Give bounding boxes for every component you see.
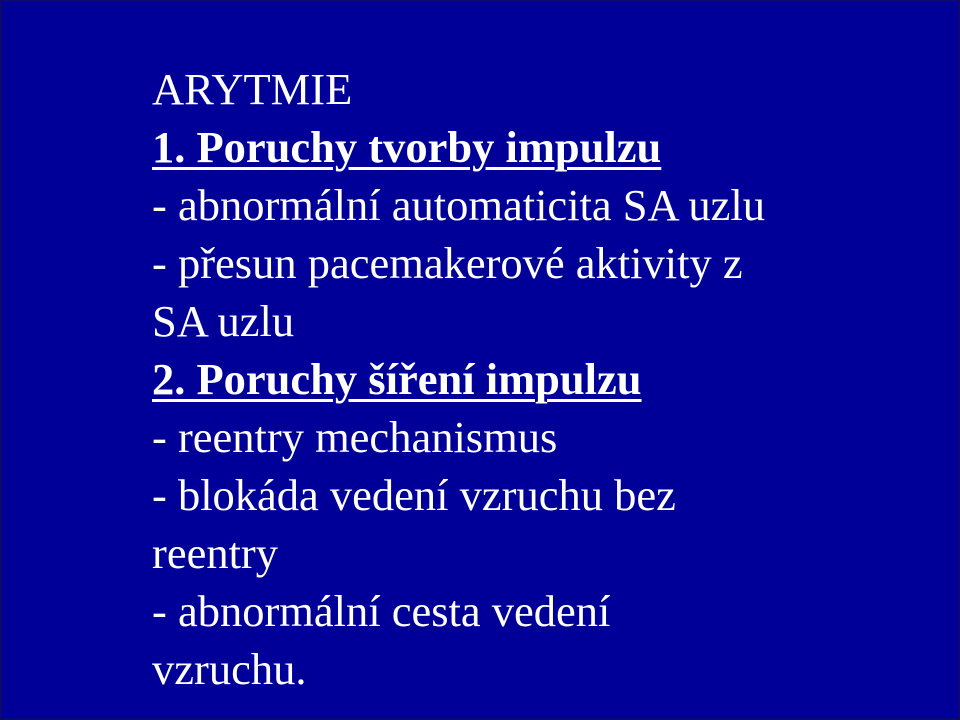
section-1-item: - abnormální automaticita SA uzlu <box>152 180 765 230</box>
section-2-heading: 2. Poruchy šíření impulzu <box>152 354 642 404</box>
slide-title: ARYTMIE <box>152 64 353 114</box>
section-2-item: reentry <box>152 528 279 578</box>
section-2-item: - reentry mechanismus <box>152 412 558 462</box>
section-1-item: - přesun pacemakerové aktivity z <box>152 238 743 288</box>
section-2-item: - abnormální cesta vedení <box>152 586 611 636</box>
section-1-item: SA uzlu <box>152 296 295 346</box>
section-1-heading: 1. Poruchy tvorby impulzu <box>152 122 662 172</box>
slide-content <box>152 60 932 698</box>
section-2-item: vzruchu. <box>152 644 307 694</box>
section-2-item: - blokáda vedení vzruchu bez <box>152 470 676 520</box>
